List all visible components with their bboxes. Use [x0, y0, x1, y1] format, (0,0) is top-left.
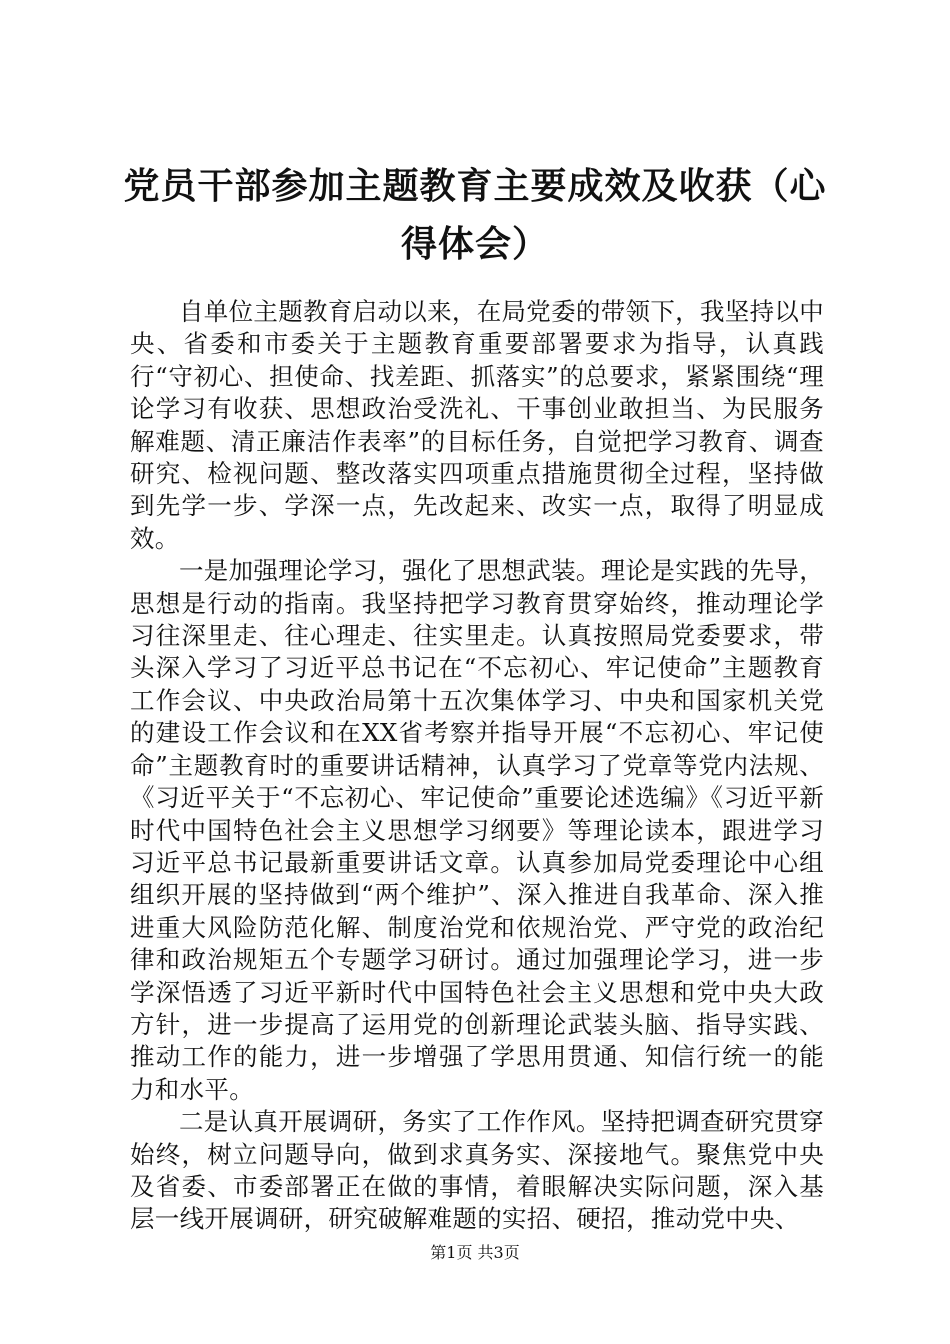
document-body: [130, 296, 824, 1236]
page-footer: 第1页 共3页: [430, 1243, 520, 1262]
paragraph-theory-study: 一是加强理论学习，强化了思想武装。理论是实践的先导，思想是行动的指南。我坚持把学习教育贯穿始终，推动理论学习往深里走、往心理走、往实里走。认真按照局党委要求，带头深入学习了习近平总书记在“不忘初心、牢记使命”主题教育工作会议、中央政治局第十五次集体学习、中央和国家机关党的建设工作会议和在XX省考察并指导开展“不忘初心、牢记使命”主题教育时的重要讲话精神，认真学习了党章等党内法规、《习近平关于“不忘初心、牢记使命”重要论述选编》《习近平新时代中国特色社会主义思想学习纲要》等理论读本，跟进学习习近平总书记最新重要讲话文章。认真参加局党委理论中心组组织开展的坚持做到“两个维护”、深入推进自我革命、深入推进重大风险防范化解、制度治党和依规治党、严守党的政治纪律和政治规矩五个专题学习研讨。通过加强理论学习，进一步学深悟透了习近平新时代中国特色社会主义思想和党中央大政方针，进一步提高了运用党的创新理论武装头脑、指导实践、推动工作的能力，进一步增强了学思用贯通、知信行统一的能力和水平。: [130, 556, 825, 1104]
document-title: 党员干部参加主题教育主要成效及收获（心得体会）: [123, 166, 827, 265]
paragraph-intro: 自单位主题教育启动以来，在局党委的带领下，我坚持以中央、省委和市委关于主题教育重要部署要求为指导，认真践行“守初心、担使命、找差距、抓落实”的总要求，紧紧围绕“理论学习有收获、思想政治受洗礼、干事创业敢担当、为民服务解难题、清正廉洁作表率”的目标任务，自觉把学习教育、调查研究、检视问题、整改落实四项重点措施贯彻全过程，坚持做到先学一步、学深一点，先改起来、改实一点，取得了明显成效。: [130, 297, 824, 553]
paragraph-research: 二是认真开展调研，务实了工作作风。坚持把调查研究贯穿始终，树立问题导向，做到求真务实、深接地气。聚焦党中央及省委、市委部署正在做的事情，着眼解决实际问题，深入基层一线开展调研，研究破解难题的实招、硬招，推动党中央、: [130, 1107, 824, 1234]
